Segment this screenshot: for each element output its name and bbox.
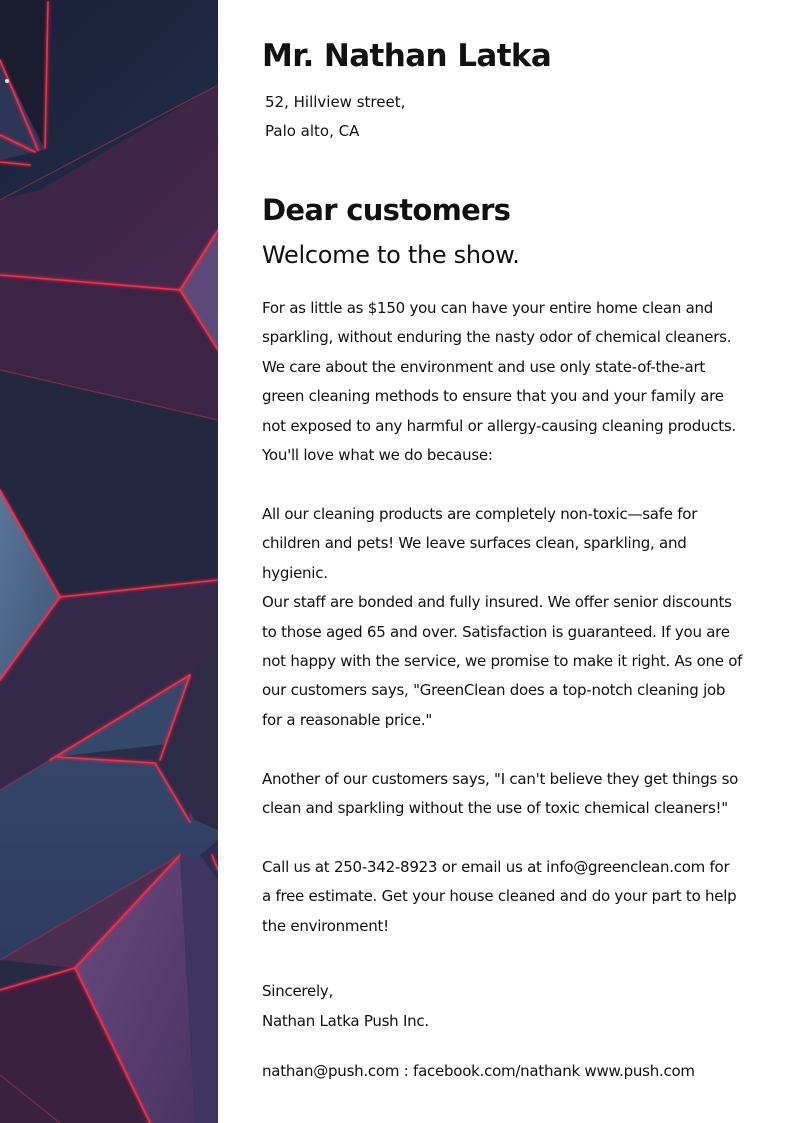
- paragraph-benefits: [262, 500, 752, 735]
- footer-website-link[interactable]: www.push.com: [584, 1062, 695, 1080]
- text-line: not happy with the service, we promise to make it right. As one of: [262, 652, 743, 671]
- signature: Nathan Latka Push Inc.: [262, 1012, 429, 1030]
- closing-salutation: Sincerely,: [262, 982, 334, 1000]
- paragraph-testimonial: [262, 765, 752, 824]
- paragraph-call-to-action: [262, 853, 752, 941]
- text-line: All our cleaning products are completely non-toxic—safe for: [262, 505, 698, 523]
- address-line-2: Palo alto, CA: [265, 122, 360, 140]
- text-line: our customers says, "GreenClean does a top-notch cleaning job: [262, 681, 726, 700]
- text-line: clean and sparkling without the use of toxic chemical cleaners!": [262, 799, 728, 818]
- footer-separator: :: [399, 1062, 414, 1080]
- footer-contact: [262, 1057, 695, 1086]
- footer-email-link[interactable]: nathan@push.com: [262, 1062, 400, 1080]
- sender-address: [265, 88, 405, 146]
- text-line: Another of our customers says, "I can't believe they get things so: [262, 770, 739, 788]
- text-line: You'll love what we do because:: [262, 446, 493, 465]
- text-line: green cleaning methods to ensure that you and your family are: [262, 387, 724, 406]
- text-line: to those aged 65 and over. Satisfaction is guaranteed. If you are: [262, 622, 730, 641]
- letter-closing: [262, 976, 429, 1036]
- text-line: for a reasonable price.": [262, 710, 432, 729]
- text-line: hygienic.: [262, 563, 328, 582]
- geometric-pattern-image: [0, 0, 218, 1123]
- welcome-subheading: Welcome to the show.: [262, 241, 520, 269]
- paragraph-intro: [262, 294, 752, 470]
- text-line: Our staff are bonded and fully insured. We offer senior discounts: [262, 593, 732, 612]
- text-line: a free estimate. Get your house cleaned and do your part to help: [262, 887, 737, 906]
- text-line: Call us at 250-342-8923 or email us at info@greenclean.com for: [262, 858, 730, 876]
- text-line: sparkling, without enduring the nasty odor of chemical cleaners.: [262, 328, 732, 347]
- text-line: children and pets! We leave surfaces clean, sparkling, and: [262, 534, 687, 553]
- text-line: not exposed to any harmful or allergy-causing cleaning products.: [262, 416, 736, 435]
- text-line: For as little as $150 you can have your entire home clean and: [262, 299, 714, 317]
- text-line: We care about the environment and use only state-of-the-art: [262, 357, 706, 376]
- decorative-artwork-panel: [0, 0, 218, 1123]
- text-line: the environment!: [262, 916, 389, 935]
- greeting-heading: Dear customers: [262, 193, 511, 227]
- footer-facebook-link[interactable]: facebook.com/nathank: [413, 1062, 580, 1080]
- address-line-1: 52, Hillview street,: [265, 93, 406, 111]
- sender-name: Mr. Nathan Latka: [262, 38, 552, 74]
